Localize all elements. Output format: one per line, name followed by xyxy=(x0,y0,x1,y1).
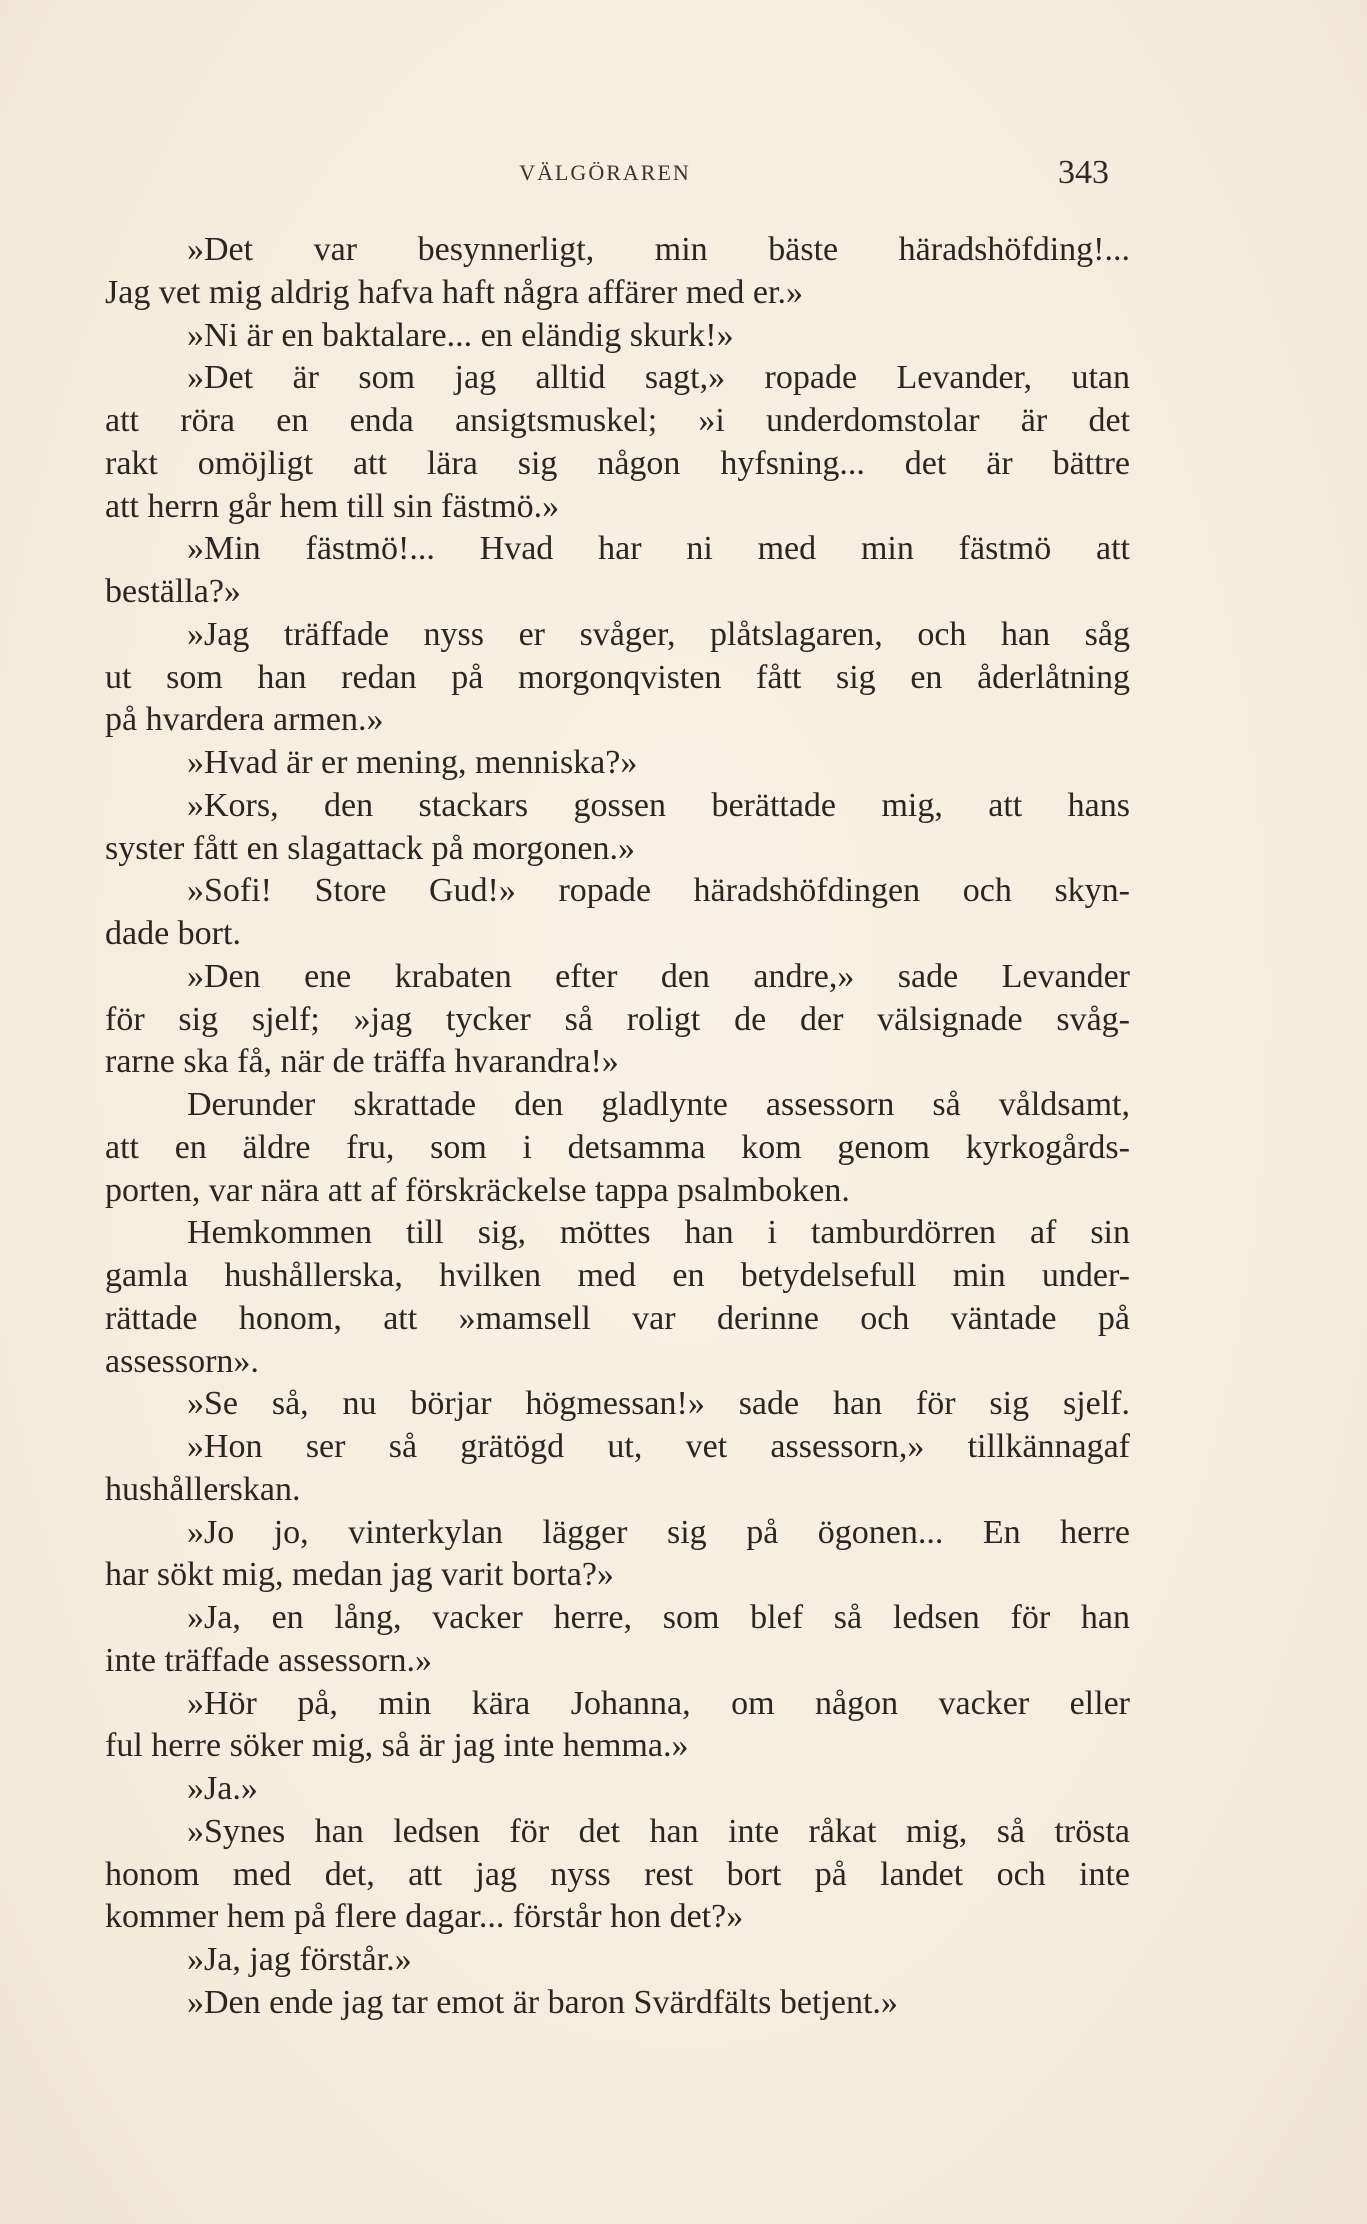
page-header xyxy=(105,154,1109,200)
text-line: porten, var nära att af förskräckelse tappa psalmboken. xyxy=(105,1171,850,1209)
text-line: »Ja, en lång, vacker herre, som blef så ledsen för han xyxy=(187,1599,1130,1636)
text-line: gamla hushållerska, hvilken med en betydelsefull min under- xyxy=(105,1257,1130,1294)
text-line: för sig sjelf; »jag tycker så roligt de der välsignade svåg- xyxy=(105,1000,1130,1038)
text-line: »Jo jo, vinterkylan lägger sig på ögonen... En herre xyxy=(187,1513,1130,1551)
text-line: att en äldre fru, som i detsamma kom genom kyrkogårds- xyxy=(105,1128,1130,1166)
text-line: »Synes han ledsen för det han inte råkat mig, så trösta xyxy=(187,1812,1130,1850)
text-line: Jag vet mig aldrig hafva haft några affärer med er.» xyxy=(105,273,803,311)
text-line: »Kors, den stackars gossen berättade mig, att hans xyxy=(187,786,1130,824)
text-line: »Den ene krabaten efter den andre,» sade Levander xyxy=(187,957,1130,995)
text-line: dade bort. xyxy=(105,915,241,952)
text-line: »Ja.» xyxy=(187,1770,258,1807)
text-line: Derunder skrattade den gladlynte assessorn så våldsamt, xyxy=(187,1086,1130,1123)
text-line: att röra en enda ansigtsmuskel; »i underdomstolar är det xyxy=(105,402,1130,439)
text-line: rakt omöjligt att lära sig någon hyfsning... det är bättre xyxy=(105,444,1130,482)
text-line: »Hör på, min kära Johanna, om någon vacker eller xyxy=(187,1684,1130,1722)
text-line: ful herre söker mig, så är jag inte hemma.» xyxy=(105,1727,689,1765)
text-line: assessorn». xyxy=(105,1342,259,1380)
text-line: beställa?» xyxy=(105,573,241,610)
page-number: 343 xyxy=(1058,154,1109,191)
body-text xyxy=(105,229,1130,2025)
text-line: ut som han redan på morgonqvisten fått sig en åderlåtning xyxy=(105,658,1130,696)
text-line: »Min fästmö!... Hvad har ni med min fästmö att xyxy=(187,530,1130,568)
text-line: honom med det, att jag nyss rest bort på landet och inte xyxy=(105,1855,1130,1893)
text-line: inte träffade assessorn.» xyxy=(105,1641,432,1679)
text-line: hushållerskan. xyxy=(105,1470,301,1508)
text-line: rättade honom, att »mamsell var derinne och väntade på xyxy=(105,1299,1130,1337)
text-line: »Hon ser så grätögd ut, vet assessorn,» tillkännagaf xyxy=(187,1428,1130,1465)
text-line: på hvardera armen.» xyxy=(105,701,384,739)
text-line: »Sofi! Store Gud!» ropade häradshöfdingen och skyn- xyxy=(187,872,1130,910)
text-line: »Ja, jag förstår.» xyxy=(187,1941,412,1978)
text-line: har sökt mig, medan jag varit borta?» xyxy=(105,1556,614,1594)
text-line: Hemkommen till sig, möttes han i tamburdörren af sin xyxy=(187,1214,1130,1252)
text-line: »Jag träffade nyss er svåger, plåtslagaren, och han såg xyxy=(187,615,1130,653)
text-line: »Hvad är er mening, menniska?» xyxy=(187,744,638,781)
text-line: »Den ende jag tar emot är baron Svärdfälts betjent.» xyxy=(187,1983,898,2021)
text-line: »Se så, nu börjar högmessan!» sade han för sig sjelf. xyxy=(187,1385,1130,1423)
text-line: att herrn går hem till sin fästmö.» xyxy=(105,487,560,525)
text-line: »Ni är en baktalare... en eländig skurk!» xyxy=(187,316,734,354)
text-line: kommer hem på flere dagar... förstår hon det?» xyxy=(105,1898,744,1936)
text-line: syster fått en slagattack på morgonen.» xyxy=(105,829,635,867)
text-line: rarne ska få, när de träffa hvarandra!» xyxy=(105,1043,619,1081)
text-line: »Det är som jag alltid sagt,» ropade Levander, utan xyxy=(187,359,1130,397)
running-title: VÄLGÖRAREN xyxy=(519,160,691,185)
text-line: »Det var besynnerligt, min bäste häradshöfding!... xyxy=(187,231,1130,268)
